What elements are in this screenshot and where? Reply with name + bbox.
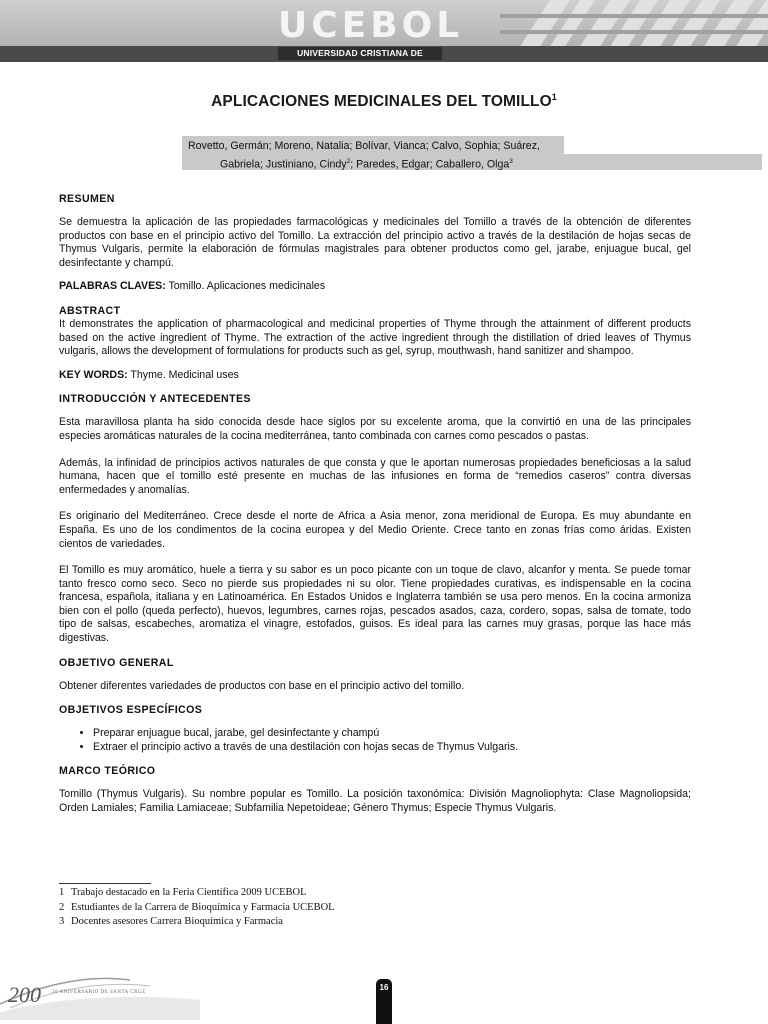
page-number: 16	[379, 983, 389, 992]
footnote	[59, 901, 559, 916]
resumen-text: Se demuestra la aplicación de las propiedades farmacológicas y medicinales del Tomillo a través de la obtención de diferentes productos con base en el principio activo del Tomillo. La extracción del principio activo a través de la destilación de hojas secas de Thymus Vulgaris, permite la elaboración de fórmulas magistrales para obtener productos como gel, jarabe, enjuague bucal, gel desinfectante y champú.	[59, 216, 691, 269]
palabras-claves	[59, 280, 691, 294]
footnotes	[59, 886, 559, 930]
header-banner	[0, 0, 768, 71]
introduccion-paragraph: Es originario del Mediterráneo. Crece desde el norte de Africa a Asia menor, zona meridional de Europa. Es muy abundante en España. Es uno de los condimentos de la cocina europea y del Medio Oriente. Crece tanto en zonas frías como áridas. Existen cientos de variedades.	[59, 510, 691, 550]
abstract-heading: ABSTRACT	[59, 304, 121, 317]
authors-line-2-part-b: ; Paredes, Edgar; Caballero, Olga	[350, 158, 510, 171]
author-footnote-mark-2: 2	[346, 158, 351, 165]
anniversary-number: 200	[8, 982, 41, 1007]
palabras-claves-text: Tomillo. Aplicaciones medicinales	[165, 280, 326, 293]
introduccion-heading: INTRODUCCIÓN Y ANTECEDENTES	[59, 393, 251, 406]
article-body	[59, 192, 691, 816]
resumen-heading: RESUMEN	[59, 193, 115, 205]
footnote-text: Estudiantes de la Carrera de Bioquímica y Farmacia UCEBOL	[71, 901, 335, 913]
footnote-divider	[59, 883, 151, 884]
footnote-number: 1	[59, 887, 65, 898]
list-item: • Preparar enjuague bucal, jarabe, gel desinfectante y champú	[93, 727, 691, 741]
marco-teorico-heading: MARCO TEÓRICO	[59, 765, 156, 778]
paper-title	[0, 92, 768, 111]
introduccion-paragraph: Esta maravillosa planta ha sido conocida desde hace siglos por su excelente aroma, que la convirtió en una de las principales especies aromáticas naturales de la cocina mediterránea, tanto combinada con carnes como pescados o pastas.	[59, 416, 691, 442]
title-footnote-mark: 1	[551, 92, 557, 102]
key-words-label: KEY WORDS:	[59, 368, 128, 381]
abstract-text: It demonstrates the application of pharmacological and medicinal properties of Thyme through the attainment of different products based on the active ingredient of Thyme. The extraction of the active ingredient through the distillation of dried leaves of Thymus vulgaris, allows the development of formulations for products such as gel, syrup, mouthwash, hand sanitizer and shampoo.	[59, 317, 691, 358]
authors-line-2-part-a: Gabriela; Justiniano, Cindy	[220, 158, 347, 171]
authors-line-2	[188, 154, 568, 173]
objetivo-general-text: Obtener diferentes variedades de productos con base en el principio activo del tomillo.	[59, 679, 465, 692]
authors-line-1: Rovetto, Germán; Moreno, Natalia; Bolívar, Vianca; Calvo, Sophia; Suárez,	[188, 140, 540, 152]
introduccion-paragraph: El Tomillo es muy aromático, huele a tierra y su sabor es un poco picante con un toque de clavo, alcanfor y menta. Se puede tomar tanto fresco como seco. Seco no pierde sus propiedades ni su olor. Tiene propiedades curativas, es indispensable en la cocina francesa, española, italiana y en Latinoamérica. En Estados Unidos e Inglaterra también se usa pero menos. En la cocina armoniza bien con el pollo (queda perfecto), huevos, legumbres, carnes rojas, pescados asados, caza, cordero, sopas, salsa de tomate, todo tipo de salsas, escabeches, aromatiza el vinagre, estofados, guisos. Es ideal para las carnes muy grasas, porque las hace más digestivas.	[59, 564, 691, 645]
introduccion-paragraph: Además, la infinidad de principios activos naturales de que consta y que le aportan numerosas propiedades beneficiosas a la salud humana, hacen que el tomillo esté presente en muchas de las infusiones en forma de “remedios caseros” contra diversas enfermedades y anomalías.	[59, 456, 691, 496]
marco-teorico-text: Tomillo (Thymus Vulgaris). Su nombre popular es Tomillo. La posición taxonómica: División Magnoliophyta: Clase Magnoliopsida; Orden Lamiales; Familia Lamiaceae; Subfamilia Nepetoideae; Género Thymus; Especie Thymus Vulgaris.	[59, 788, 691, 815]
authors-block	[188, 139, 568, 173]
objetivos-list	[59, 727, 691, 754]
key-words	[59, 369, 691, 383]
palabras-claves-label: PALABRAS CLAVES:	[59, 280, 166, 293]
anniversary-caption: 20 ANIVERSARIO DE SANTA CRUZ	[52, 990, 146, 995]
footnote	[59, 915, 559, 930]
university-subtitle: UNIVERSIDAD CRISTIANA DE BOLIVIA	[278, 47, 442, 60]
objetivos-especificos-heading: OBJETIVOS ESPECÍFICOS	[59, 704, 203, 717]
university-logo: UCEBOL	[278, 5, 464, 46]
footnote-number: 3	[59, 916, 65, 928]
footnote	[59, 886, 559, 901]
key-words-text: Thyme. Medicinal uses	[127, 368, 239, 381]
footnote-number: 2	[59, 901, 65, 913]
footnote-text: Docentes asesores Carrera Bioquímica y Farmacia	[71, 916, 283, 928]
author-footnote-mark-3: 3	[509, 158, 513, 165]
list-item: • Extraer el principio activo a través de una destilación con hojas secas de Thymus Vulgaris.	[93, 741, 691, 755]
title-text: APLICACIONES MEDICINALES DEL TOMILLO	[211, 93, 552, 111]
footnote-text: Trabajo destacado en la Feria Científica 2009 UCEBOL	[71, 887, 307, 898]
objetivo-general-heading: OBJETIVO GENERAL	[59, 656, 174, 669]
